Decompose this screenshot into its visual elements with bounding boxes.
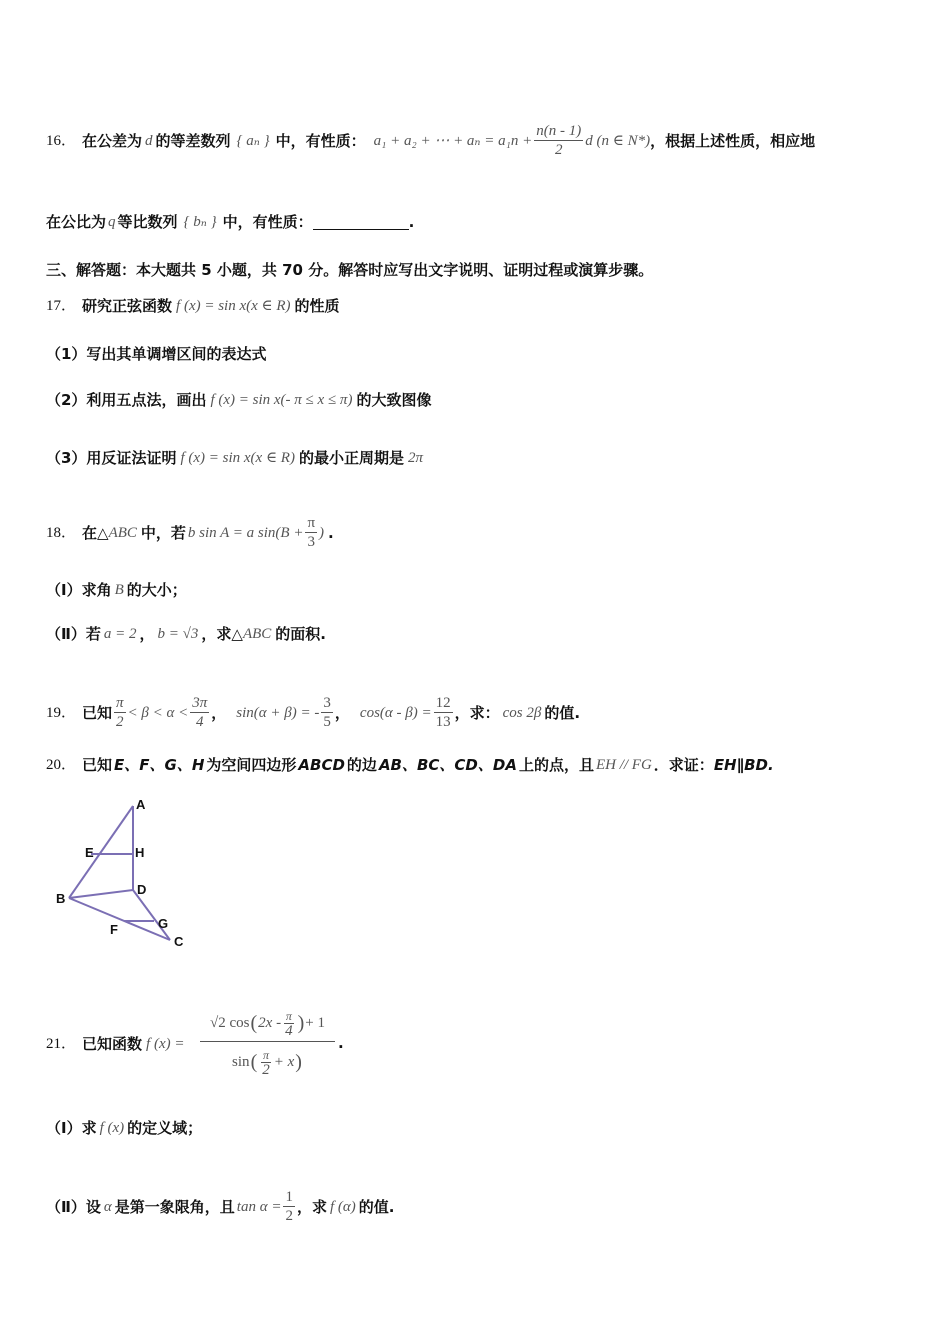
q16-line2: 在公比为 q 等比数列 { bₙ } 中，有性质： . xyxy=(46,213,415,231)
question-number: 17． xyxy=(46,298,77,314)
edge-ab xyxy=(69,806,133,898)
q18-part2: （Ⅱ）若 a = 2 ， b = √3 ，求△ ABC 的面积. xyxy=(46,625,326,643)
q16-line1: 16． 在公差为 d 的等差数列 { aₙ } 中，有性质： a₁ + a₂ + ⋯ + aₙ = a₁n + $\frac{n(n - 1)}{2}$ d (n ∈ N*) ，根据上述性质，相应地 xyxy=(46,123,816,158)
q17-part2: （2）利用五点法，画出 f (x) = sin x(- π ≤ x ≤ π) 的大致图像 xyxy=(46,391,432,409)
math: q xyxy=(108,214,116,230)
q17-stem: 17． 研究正弦函数 f (x) = sin x(x ∈ R) 的性质 xyxy=(46,297,340,315)
question-number: 16． xyxy=(46,132,77,149)
q17-part1: （1）写出其单调增区间的表达式 xyxy=(46,345,267,363)
q21-part2: （Ⅱ）设 α 是第一象限角，且 tan α = $\frac{1}{2}$ ，求 f (α) 的值. xyxy=(46,1189,395,1224)
figure-lines xyxy=(69,806,170,940)
label-a: A xyxy=(136,797,146,812)
fraction: $\frac{\pi}{2}$ xyxy=(262,1047,270,1078)
quadrilateral-figure xyxy=(50,792,200,952)
label-g: G xyxy=(158,916,169,931)
label-b: B xyxy=(56,891,66,906)
q18-part1: （Ⅰ）求角 B 的大小； xyxy=(46,581,187,599)
fraction: $\frac{12}{13}$ xyxy=(435,695,451,730)
formula: cos(α - β) = xyxy=(359,704,432,721)
answer-blank xyxy=(313,215,409,230)
math: { aₙ } xyxy=(236,132,270,149)
math: b = √3 xyxy=(157,626,199,642)
formula: f (x) = sin x(x ∈ R) xyxy=(180,450,295,466)
q18-stem: 18． 在△ ABC 中，若 b sin A = a sin(B + $\frac{\pi}{3}$ ) . xyxy=(46,515,334,550)
math: f (x) xyxy=(99,1120,125,1136)
math: EH∥BD. xyxy=(713,756,774,774)
math: a = 2 xyxy=(103,626,137,642)
math: f (x) = xyxy=(146,1036,185,1052)
q19-stem: 19． 已知 $\frac{\pi}{2}$ < β < α < $\frac{3\pi}{4}$ ， sin(α + β) = - $\frac{3}{5}$ ， cos(α - β) = $\frac{12}{13}$ ，求： cos 2β 的值. xyxy=(46,695,581,730)
formula: d (n ∈ N*) xyxy=(585,132,651,149)
q21-stem: 21． 已知函数 f (x) = xyxy=(46,1035,185,1053)
label-d: D xyxy=(137,882,147,897)
math: E、F、G、H xyxy=(114,756,205,774)
numerator: √2 cos ( 2x - $\frac{\pi}{4}$ ) + 1 xyxy=(210,1008,325,1039)
math: { bₙ } xyxy=(183,214,217,230)
q21-part1: （Ⅰ）求 f (x) 的定义域； xyxy=(46,1119,203,1137)
formula: sin(α + β) = - xyxy=(236,704,320,721)
fraction: $\frac{\pi}{4}$ xyxy=(285,1008,293,1039)
math: d xyxy=(145,132,153,149)
fraction: $\frac{n(n - 1)}{2}$ xyxy=(536,123,582,158)
question-number: 21． xyxy=(46,1036,77,1052)
formula: tan α = xyxy=(236,1198,282,1215)
fraction: $\frac{\pi}{2}$ xyxy=(116,695,124,730)
edge-bd xyxy=(69,890,133,898)
question-number: 20． xyxy=(46,757,77,773)
fraction: $\frac{3}{5}$ xyxy=(323,695,331,730)
label-c: C xyxy=(174,934,184,949)
formula: f (x) = sin x(- π ≤ x ≤ π) xyxy=(210,392,353,408)
label-f: F xyxy=(110,922,118,937)
formula: b sin A = a sin(B + xyxy=(187,524,304,541)
q17-part3: （3）用反证法证明 f (x) = sin x(x ∈ R) 的最小正周期是 2π xyxy=(46,449,423,467)
math: AB、BC、CD、DA xyxy=(378,756,517,774)
q20-stem: 20． 已知 E、F、G、H 为空间四边形 ABCD 的边 AB、BC、CD、DA 上的点，且 EH // FG ．求证： EH∥BD. xyxy=(46,756,774,774)
math: ABC xyxy=(242,626,272,642)
math: cos 2β xyxy=(502,704,542,721)
fraction: $\frac{3\pi}{4}$ xyxy=(192,695,208,730)
formula: a₁ + a₂ + ⋯ + aₙ = a₁n + xyxy=(373,132,533,149)
q21-main-fraction xyxy=(200,1005,335,1082)
label-e: E xyxy=(85,845,94,860)
math: f (α) xyxy=(329,1198,356,1215)
math: 2π xyxy=(407,450,423,466)
math: EH // FG xyxy=(595,757,652,773)
question-number: 18． xyxy=(46,524,77,541)
math: ABCD xyxy=(298,756,345,774)
math: B xyxy=(114,582,124,598)
denominator: sin ( $\frac{\pi}{2}$ + x ) xyxy=(232,1047,302,1078)
fraction: $\frac{\pi}{3}$ xyxy=(307,515,316,550)
section-heading: 三、解答题：本大题共 5 小题，共 70 分。解答时应写出文字说明、证明过程或演算步骤。 xyxy=(46,261,654,279)
question-number: 19． xyxy=(46,704,77,721)
formula: f (x) = sin x(x ∈ R) xyxy=(176,298,291,314)
math: α xyxy=(103,1198,112,1215)
math: ABC xyxy=(108,524,137,541)
fraction: $\frac{1}{2}$ xyxy=(285,1189,293,1224)
label-h: H xyxy=(135,845,145,860)
